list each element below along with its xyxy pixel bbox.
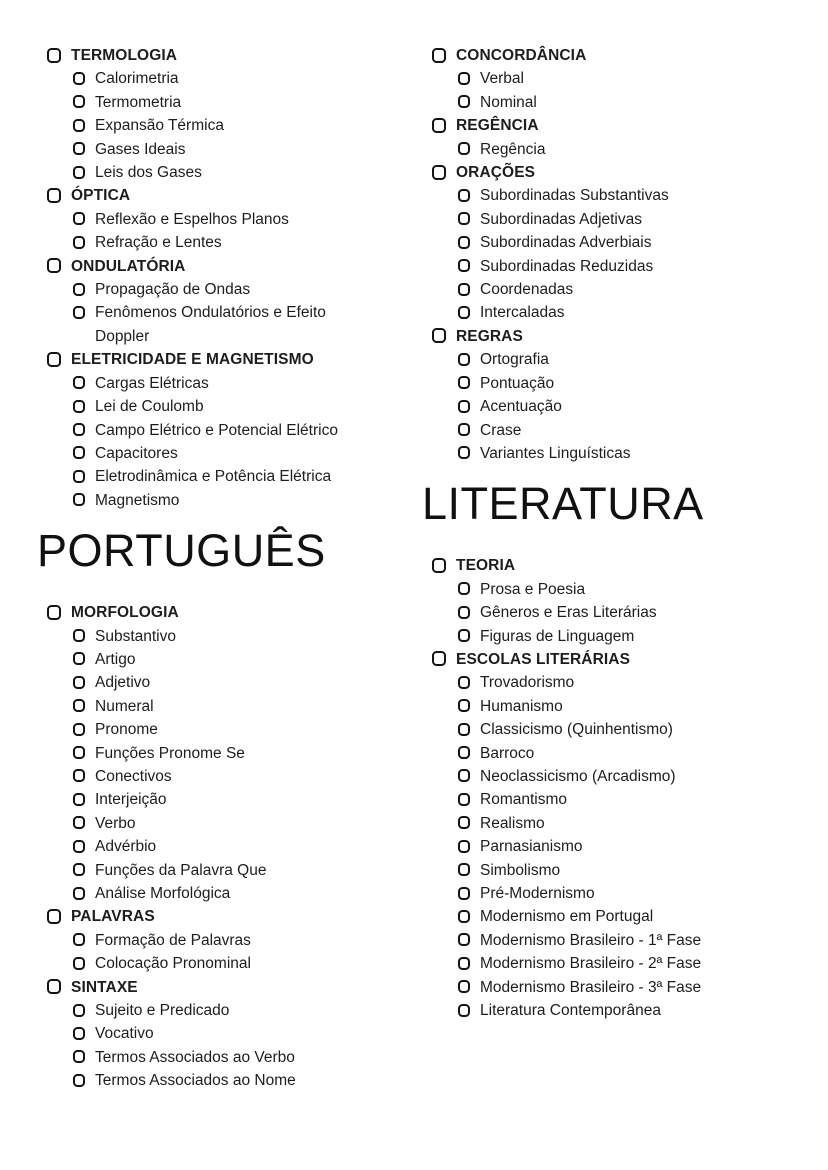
checklist-item	[47, 161, 407, 184]
checklist-item	[432, 999, 808, 1022]
checkbox-icon[interactable]	[73, 1027, 85, 1040]
item-label: Humanismo	[480, 697, 563, 715]
checkbox-icon[interactable]	[73, 400, 85, 413]
section-title: PALAVRAS	[71, 908, 155, 926]
checklist-item	[432, 442, 808, 465]
checklist-item	[432, 882, 808, 905]
item-label: Verbo	[95, 814, 136, 832]
item-label: Funções Pronome Se	[95, 744, 245, 762]
checklist-item	[432, 695, 808, 718]
item-label: Neoclassicismo (Arcadismo)	[480, 767, 676, 785]
checkbox-icon[interactable]	[73, 957, 85, 970]
item-label: Fenômenos Ondulatórios e Efeito Doppler	[95, 304, 326, 345]
section-header	[47, 601, 407, 624]
checklist-item	[47, 625, 407, 648]
item-label: Eletrodinâmica e Potência Elétrica	[95, 468, 332, 486]
checklist-item	[47, 395, 407, 418]
checkbox-icon[interactable]	[73, 470, 85, 483]
checkbox-icon[interactable]	[73, 306, 85, 319]
checklist-item	[47, 742, 407, 765]
item-label: Refração e Lentes	[95, 234, 222, 252]
checklist-item	[47, 859, 407, 882]
item-label: Nominal	[480, 93, 537, 111]
checkbox-icon[interactable]	[73, 236, 85, 249]
checklist-item	[47, 67, 407, 90]
checkbox-icon[interactable]	[458, 236, 470, 249]
item-label: Verbal	[480, 70, 524, 88]
checklist-item	[432, 301, 808, 324]
checkbox-icon[interactable]	[432, 328, 446, 343]
checklist-item	[432, 578, 808, 601]
checklist-item	[47, 91, 407, 114]
item-label: Modernismo em Portugal	[480, 908, 654, 926]
checkbox-icon[interactable]	[458, 212, 470, 225]
checklist-item	[47, 114, 407, 137]
checkbox-icon[interactable]	[73, 212, 85, 225]
item-label: Advérbio	[95, 838, 157, 856]
checkbox-icon[interactable]	[458, 353, 470, 366]
checkbox-icon[interactable]	[458, 957, 470, 970]
checklist-item	[432, 278, 808, 301]
checklist-item	[432, 91, 808, 114]
checkbox-icon[interactable]	[458, 723, 470, 736]
checklist-item	[432, 395, 808, 418]
checkbox-icon[interactable]	[73, 840, 85, 853]
checklist-item	[47, 835, 407, 858]
section-header	[432, 325, 808, 348]
checkbox-icon[interactable]	[458, 95, 470, 108]
checkbox-icon[interactable]	[73, 769, 85, 782]
checklist-item	[47, 372, 407, 395]
section-title: ONDULATÓRIA	[71, 257, 186, 275]
checklist-item	[432, 671, 808, 694]
subject-heading-literatura: LITERATURA	[422, 478, 704, 530]
checkbox-icon[interactable]	[458, 980, 470, 993]
checklist-item	[432, 625, 808, 648]
checkbox-icon[interactable]	[432, 558, 446, 573]
checkbox-icon[interactable]	[73, 1004, 85, 1017]
section-title: REGRAS	[456, 327, 523, 345]
item-label: Reflexão e Espelhos Planos	[95, 210, 289, 228]
item-label: Regência	[480, 140, 546, 158]
checkbox-icon[interactable]	[458, 910, 470, 923]
checkbox-icon[interactable]	[47, 188, 61, 203]
item-label: Barroco	[480, 744, 535, 762]
checklist-item	[47, 999, 407, 1022]
checkbox-icon[interactable]	[47, 258, 61, 273]
checkbox-icon[interactable]	[458, 840, 470, 853]
checkbox-icon[interactable]	[458, 259, 470, 272]
checklist-item	[432, 742, 808, 765]
checklist-item	[47, 419, 407, 442]
checkbox-icon[interactable]	[73, 446, 85, 459]
item-label: Variantes Linguísticas	[480, 444, 631, 462]
checklist-item	[432, 231, 808, 254]
item-label: Pontuação	[480, 374, 555, 392]
checkbox-icon[interactable]	[73, 493, 85, 506]
checklist-item	[432, 976, 808, 999]
checkbox-icon[interactable]	[47, 48, 61, 63]
checkbox-icon[interactable]	[458, 376, 470, 389]
item-label: Trovadorismo	[480, 674, 575, 692]
checklist-item	[47, 695, 407, 718]
checkbox-icon[interactable]	[73, 676, 85, 689]
item-label: Vocativo	[95, 1025, 154, 1043]
checklist-item	[432, 184, 808, 207]
checkbox-icon[interactable]	[47, 909, 61, 924]
checkbox-icon[interactable]	[458, 746, 470, 759]
checkbox-icon[interactable]	[73, 933, 85, 946]
item-label: Lei de Coulomb	[95, 398, 204, 416]
section-header	[47, 348, 407, 371]
section-title: SINTAXE	[71, 978, 138, 996]
checkbox-icon[interactable]	[47, 979, 61, 994]
item-label: Parnasianismo	[480, 838, 583, 856]
checklist-item	[47, 489, 407, 512]
checkbox-icon[interactable]	[458, 699, 470, 712]
checkbox-icon[interactable]	[458, 933, 470, 946]
section-title: ELETRICIDADE E MAGNETISMO	[71, 351, 314, 369]
item-label: Cargas Elétricas	[95, 374, 209, 392]
section-title: TEORIA	[456, 557, 516, 575]
item-label: Realismo	[480, 814, 545, 832]
checklist-item	[47, 765, 407, 788]
checkbox-icon[interactable]	[73, 652, 85, 665]
item-label: Ortografia	[480, 351, 549, 369]
item-label: Acentuação	[480, 398, 562, 416]
item-label: Artigo	[95, 650, 136, 668]
checklist-item	[47, 278, 407, 301]
checklist-item	[47, 442, 407, 465]
item-label: Magnetismo	[95, 491, 180, 509]
checkbox-icon[interactable]	[73, 72, 85, 85]
item-label: Sujeito e Predicado	[95, 1002, 230, 1020]
item-label: Figuras de Linguagem	[480, 627, 635, 645]
checklist-item	[47, 465, 407, 488]
item-label: Subordinadas Adjetivas	[480, 210, 643, 228]
checklist-item	[47, 1022, 407, 1045]
item-label: Adjetivo	[95, 674, 151, 692]
section-header	[432, 114, 808, 137]
item-label: Modernismo Brasileiro - 3ª Fase	[480, 978, 702, 996]
item-label: Subordinadas Reduzidas	[480, 257, 654, 275]
section-title: TERMOLOGIA	[71, 47, 178, 64]
section-title: CONCORDÂNCIA	[456, 47, 587, 64]
checkbox-icon[interactable]	[73, 746, 85, 759]
item-label: Coordenadas	[480, 281, 574, 299]
item-label: Expansão Térmica	[95, 117, 224, 135]
section-header	[432, 648, 808, 671]
checkbox-icon[interactable]	[458, 769, 470, 782]
checkbox-icon[interactable]	[73, 793, 85, 806]
checkbox-icon[interactable]	[458, 606, 470, 619]
checklist-item	[432, 765, 808, 788]
checkbox-icon[interactable]	[73, 376, 85, 389]
checklist-item	[47, 929, 407, 952]
checkbox-icon[interactable]	[458, 400, 470, 413]
item-label: Gêneros e Eras Literárias	[480, 604, 657, 622]
checklist-item	[432, 138, 808, 161]
checkbox-icon[interactable]	[73, 887, 85, 900]
checklist-item	[432, 372, 808, 395]
checkbox-icon[interactable]	[47, 352, 61, 367]
item-label: Propagação de Ondas	[95, 281, 251, 299]
checkbox-icon[interactable]	[73, 723, 85, 736]
item-label: Termos Associados ao Nome	[95, 1072, 296, 1090]
checkbox-icon[interactable]	[432, 165, 446, 180]
checkbox-icon[interactable]	[73, 1050, 85, 1063]
item-label: Pré-Modernismo	[480, 885, 595, 902]
checklist-item	[432, 348, 808, 371]
checkbox-icon[interactable]	[458, 887, 470, 900]
item-label: Subordinadas Substantivas	[480, 187, 669, 205]
checklist-item	[432, 67, 808, 90]
checkbox-icon[interactable]	[432, 118, 446, 133]
checkbox-icon[interactable]	[73, 95, 85, 108]
checkbox-icon[interactable]	[432, 651, 446, 666]
checkbox-icon[interactable]	[458, 582, 470, 595]
subject-heading-português: PORTUGUÊS	[37, 525, 326, 577]
checklist-item	[47, 208, 407, 231]
checkbox-icon[interactable]	[73, 166, 85, 179]
checklist-item	[47, 138, 407, 161]
checkbox-icon[interactable]	[458, 283, 470, 296]
section-title: REGÊNCIA	[456, 117, 539, 135]
item-label: Crase	[480, 421, 522, 439]
item-label: Campo Elétrico e Potencial Elétrico	[95, 421, 338, 439]
section-header	[432, 161, 808, 184]
checkbox-icon[interactable]	[458, 629, 470, 642]
item-label: Gases Ideais	[95, 140, 186, 158]
checklist-item	[47, 231, 407, 254]
checkbox-icon[interactable]	[458, 793, 470, 806]
section-header	[47, 255, 407, 278]
item-label: Interjeição	[95, 791, 167, 809]
checklist-item	[47, 648, 407, 671]
section-header	[432, 44, 808, 67]
section-header	[47, 44, 407, 67]
checkbox-icon[interactable]	[432, 48, 446, 63]
item-label: Modernismo Brasileiro - 1ª Fase	[480, 931, 702, 949]
checkbox-icon[interactable]	[73, 629, 85, 642]
checklist-item	[432, 835, 808, 858]
item-label: Classicismo (Quinhentismo)	[480, 721, 673, 739]
item-label: Modernismo Brasileiro - 2ª Fase	[480, 955, 702, 973]
checklist-item	[47, 882, 407, 905]
section-header	[47, 976, 407, 999]
section-title: ÓPTICA	[71, 187, 131, 205]
checklist-item	[47, 1046, 407, 1069]
item-label: Conectivos	[95, 767, 172, 785]
checkbox-icon[interactable]	[73, 142, 85, 155]
checklist-item	[432, 905, 808, 928]
checklist-item	[432, 929, 808, 952]
checklist-column-left	[37, 44, 407, 1093]
item-label: Leis dos Gases	[95, 164, 202, 182]
checklist-item	[432, 788, 808, 811]
checkbox-icon[interactable]	[458, 1004, 470, 1017]
checkbox-icon[interactable]	[458, 816, 470, 829]
item-label: Funções da Palavra Que	[95, 861, 267, 879]
checkbox-icon[interactable]	[73, 1074, 85, 1087]
section-title: ESCOLAS LITERÁRIAS	[456, 650, 631, 668]
checkbox-icon[interactable]	[73, 423, 85, 436]
item-label: Calorimetria	[95, 70, 179, 88]
checklist-item	[47, 1069, 407, 1092]
item-label: Termometria	[95, 93, 182, 111]
checklist-column-right	[422, 44, 808, 1022]
checklist-item	[47, 301, 407, 348]
checkbox-icon[interactable]	[458, 863, 470, 876]
checklist-item	[432, 255, 808, 278]
checkbox-icon[interactable]	[458, 142, 470, 155]
checkbox-icon[interactable]	[458, 676, 470, 689]
checklist-item	[432, 812, 808, 835]
section-header	[47, 905, 407, 928]
item-label: Capacitores	[95, 444, 178, 462]
item-label: Subordinadas Adverbiais	[480, 234, 652, 252]
item-label: Termos Associados ao Verbo	[95, 1048, 295, 1066]
item-label: Literatura Contemporânea	[480, 1002, 661, 1020]
item-label: Prosa e Poesia	[480, 580, 586, 598]
section-title: ORAÇÕES	[456, 164, 536, 182]
item-label: Substantivo	[95, 627, 176, 645]
checkbox-icon[interactable]	[73, 699, 85, 712]
section-header	[432, 554, 808, 577]
checklist-item	[432, 859, 808, 882]
section-header	[47, 184, 407, 207]
checkbox-icon[interactable]	[73, 119, 85, 132]
item-label: Formação de Palavras	[95, 931, 251, 949]
checklist-item	[432, 208, 808, 231]
checkbox-icon[interactable]	[458, 423, 470, 436]
item-label: Simbolismo	[480, 861, 561, 879]
item-label: Numeral	[95, 697, 154, 715]
checkbox-icon[interactable]	[73, 283, 85, 296]
checkbox-icon[interactable]	[47, 605, 61, 620]
item-label: Romantismo	[480, 791, 567, 809]
checkbox-icon[interactable]	[73, 816, 85, 829]
item-label: Pronome	[95, 721, 158, 739]
checklist-item	[47, 718, 407, 741]
section-title: MORFOLOGIA	[71, 604, 179, 622]
item-label: Intercaladas	[480, 304, 565, 322]
checkbox-icon[interactable]	[458, 306, 470, 319]
checkbox-icon[interactable]	[458, 72, 470, 85]
checklist-item	[432, 601, 808, 624]
checklist-item	[432, 718, 808, 741]
item-label: Colocação Pronominal	[95, 955, 251, 973]
checklist-item	[47, 952, 407, 975]
checklist-item	[47, 671, 407, 694]
checkbox-icon[interactable]	[458, 189, 470, 202]
checkbox-icon[interactable]	[73, 863, 85, 876]
checkbox-icon[interactable]	[458, 446, 470, 459]
checklist-item	[47, 812, 407, 835]
item-label: Análise Morfológica	[95, 885, 231, 902]
checklist-item	[432, 952, 808, 975]
checklist-item	[47, 788, 407, 811]
checklist-item	[432, 419, 808, 442]
